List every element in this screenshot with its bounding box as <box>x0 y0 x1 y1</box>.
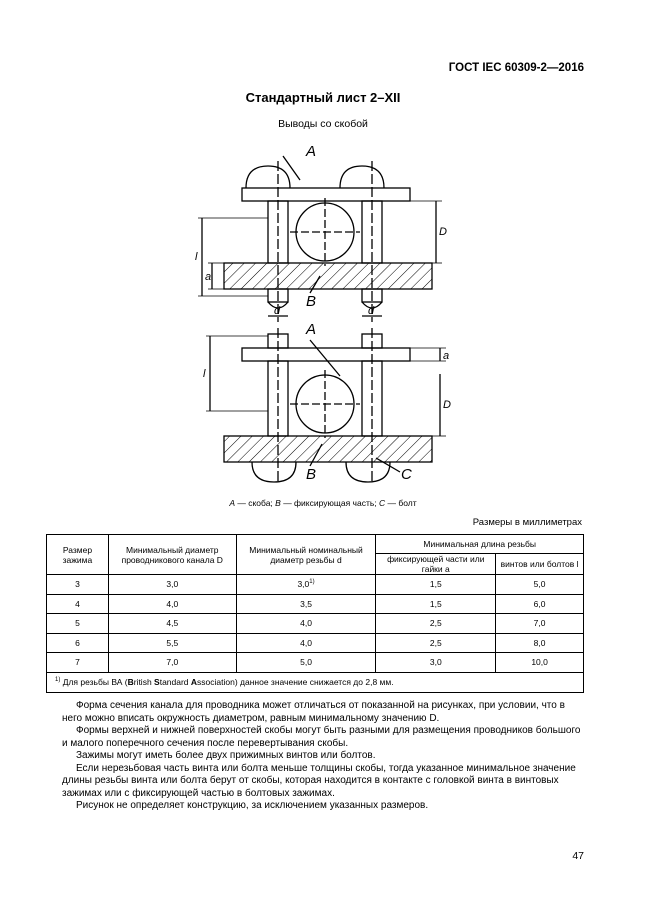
table-row: 7 7,0 5,0 3,0 10,0 <box>47 653 584 673</box>
label-B-top: B <box>306 293 317 310</box>
table-row: 5 4,5 4,0 2,5 7,0 <box>47 614 584 634</box>
table-row: 3 3,0 3,0$^{1)}$ 1,5 5,0 <box>47 575 584 595</box>
col-min-thread: Минимальный номинальный диаметр резьбы d <box>236 535 376 575</box>
label-l-bottom: l <box>203 368 206 380</box>
label-A-bottom: A <box>306 321 317 338</box>
label-A-top: A <box>306 143 317 160</box>
table-footnote-row <box>47 672 584 692</box>
spec-table <box>46 534 584 693</box>
figure-subtitle: Выводы со скобой <box>278 118 368 130</box>
terminal-drawing <box>190 136 460 496</box>
col-size: Размер зажима <box>47 535 109 575</box>
clamp-top-bar <box>242 188 410 201</box>
paragraph: Зажимы могут иметь более двух прижимных винтов или болтов. <box>76 750 376 761</box>
body-text <box>62 700 586 813</box>
fixing-plate-bottom <box>224 436 432 462</box>
table-row: 6 5,5 4,0 2,5 8,0 <box>47 633 584 653</box>
label-a-top: a <box>205 271 212 283</box>
label-a-bottom: a <box>443 350 450 362</box>
document-header: ГОСТ IEC 60309-2—2016 <box>448 62 584 74</box>
page-number: 47 <box>572 850 584 862</box>
table-row: 4 4,0 3,5 1,5 6,0 <box>47 594 584 614</box>
paragraph: Формы верхней и нижней поверхностей скобы могут быть разными для размещения проводников большого и малого поперечного сечения после перевертывания скобы. <box>62 725 581 749</box>
col-screws: винтов или болтов l <box>496 554 584 575</box>
paragraph: Рисунок не определяет конструкцию, за исключением указанных размеров. <box>76 800 429 811</box>
paragraph: Форма сечения канала для проводника может отличаться от показанной на рисунках, при условии, что в него можно вписать окружность диаметром, равным минимальному значению D. <box>62 700 565 724</box>
figure-caption: A — скоба; B — фиксирующая часть; C — болт <box>229 498 417 508</box>
col-thread-length: Минимальная длина резьбы <box>376 535 584 554</box>
label-l-top: l <box>195 251 198 263</box>
screw-head-top-left <box>246 166 290 188</box>
paragraph: Если нерезьбовая часть винта или болта меньше толщины скобы, тогда указанное минимальное значение длины резьбы винта или болта берут от скобы, которая находится в контакте с головкой винта в винтовых зажимах или с фиксирующей частью в болтовых зажимах. <box>62 762 576 799</box>
label-D-bottom: D <box>443 399 451 411</box>
fixing-plate-top <box>224 263 432 289</box>
col-min-diameter: Минимальный диаметр проводникового канала D <box>108 535 236 575</box>
label-d-left: d <box>274 305 281 317</box>
label-B-bottom: B <box>306 466 317 483</box>
label-D-top: D <box>439 226 447 238</box>
label-d-right: d <box>368 305 375 317</box>
table-footnote: $^{1)}$ Для резьбы ВА (British Standard Association) данное значение снижается до 2,8 мм. <box>47 672 584 692</box>
units-note: Размеры в миллиметрах <box>472 517 582 528</box>
label-C: C <box>401 466 412 483</box>
col-fixing-part: фиксирующей части или гайки a <box>376 554 496 575</box>
page-title: Стандартный лист 2–XII <box>245 90 401 105</box>
